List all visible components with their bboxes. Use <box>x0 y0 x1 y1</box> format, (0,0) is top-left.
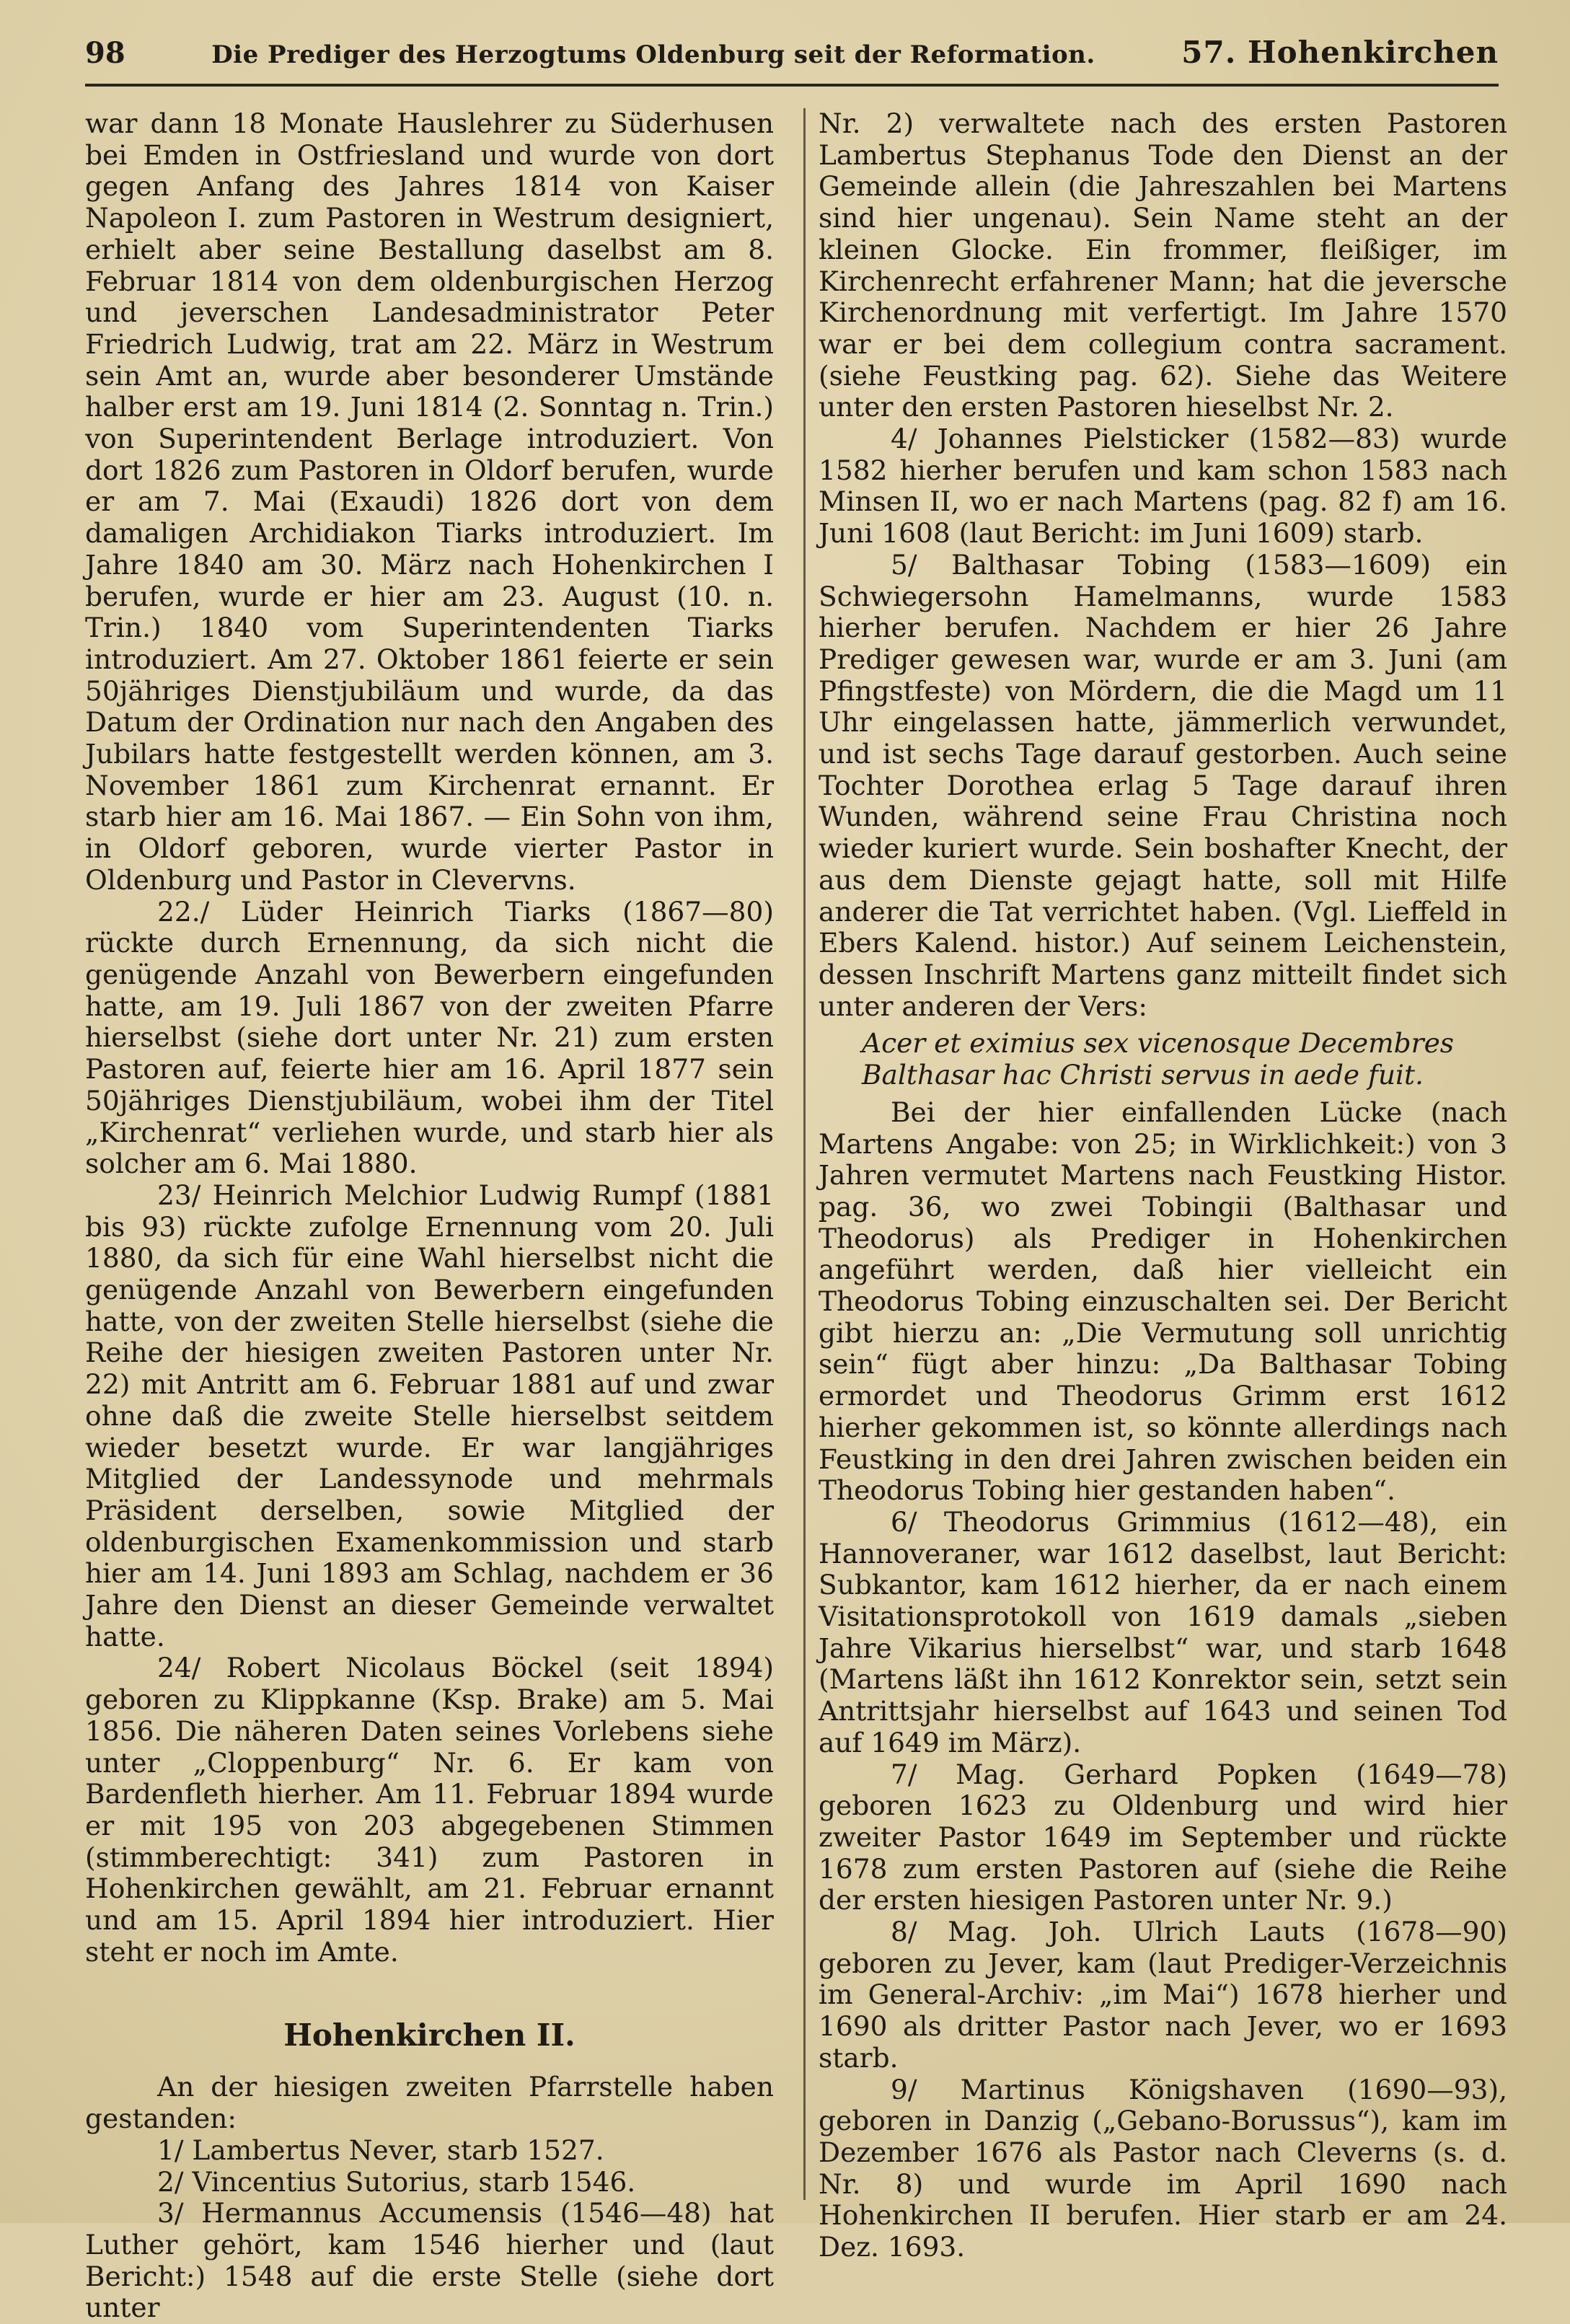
paragraph: war dann 18 Monate Hauslehrer zu Süderhusen bei Emden in Ostfriesland und wurde von dort gegen Anfang des Jahres 1814 von Kaiser Napoleon I. zum Pastoren in Westrum designiert, erhielt aber seine Bestallung daselbst am 8. Februar 1814 von dem oldenburgischen Herzog und jeverschen Landesadministrator Peter Friedrich Ludwig, trat am 22. März in Westrum sein Amt an, wurde aber besonderer Umstände halber erst am 19. Juni 1814 (2. Sonntag n. Trin.) von Superintendent Berlage introduziert. Von dort 1826 zum Pastoren in Oldorf berufen, wurde er am 7. Mai (Exaudi) 1826 dort von dem damaligen Archidiakon Tiarks introduziert. Im Jahre 1840 am 30. März nach Hohenkirchen I berufen, wurde er hier am 23. August (10. n. Trin.) 1840 vom Superintendenten Tiarks introduziert. Am 27. Oktober 1861 feierte er sein 50jähriges Dienstjubiläum und wurde, da das Datum der Ordination nur nach den Angaben des Jubilars hatte festgestellt werden können, am 3. November 1861 zum Kirchenrat ernannt. Er starb hier am 16. Mai 1867. — Ein Sohn von ihm, in Oldorf geboren, wurde vierter Pastor in Oldenburg und Pastor in Clevervns. <box>85 107 774 896</box>
paragraph-entry-23: 23/ Heinrich Melchior Ludwig Rumpf (1881 bis 93) rückte zufolge Ernennung vom 20. Juli 1880, da sich für eine Wahl hierselbst nicht die genügende Anzahl von Bewerbern eingefunden hatte, von der zweiten Stelle hierselbst (siehe die Reihe der hiesigen zweiten Pastoren unter Nr. 22) mit Antritt am 6. Februar 1881 auf und zwar ohne daß die zweite Stelle hierselbst seitdem wieder besetzt wurde. Er war langjähriges Mitglied der Landessynode und mehrmals Präsident derselben, sowie Mitglied der oldenburgischen Examenkommission und starb hier am 14. Juni 1893 am Schlag, nachdem er 36 Jahre den Dienst an dieser Gemeinde verwaltet hatte. <box>85 1179 774 1652</box>
left-column <box>85 108 774 2324</box>
running-title: Die Prediger des Herzogtums Oldenburg seit der Reformation. <box>211 40 1095 69</box>
paragraph-entry-24: 24/ Robert Nicolaus Böckel (seit 1894) geboren zu Klippkanne (Ksp. Brake) am 5. Mai 1856. Die näheren Daten seines Vorlebens siehe unter „Cloppenburg“ Nr. 6. Er kam von Bardenfleth hierher. Am 11. Februar 1894 wurde er mit 195 von 203 abgegebenen Stimmen (stimmberechtigt: 341) zum Pastoren in Hohenkirchen gewählt, am 21. Februar ernannt und am 15. April 1894 hier introduziert. Hier steht er noch im Amte. <box>85 1652 774 1968</box>
latin-verse <box>819 1028 1507 1091</box>
paragraph-entry-4: 4/ Johannes Pielsticker (1582—83) wurde 1582 hierher berufen und kam schon 1583 nach Minsen II, wo er nach Martens (pag. 82 f) am 16. Juni 1608 (laut Bericht: im Juni 1609) starb. <box>819 423 1507 550</box>
paragraph-entry-3: 3/ Hermannus Accumensis (1546—48) hat Luther gehört, kam 1546 hierher und (laut Bericht:) 1548 auf die erste Stelle (siehe dort unter <box>85 2197 774 2324</box>
page-header <box>85 35 1499 78</box>
paragraph-entry-9: 9/ Martinus Königshaven (1690—93), geboren in Danzig („Gebano-Borussus“), kam im Dezember 1676 als Pastor nach Cleverns (s. d. Nr. 8) und wurde im April 1690 nach Hohenkirchen II berufen. Hier starb er am 24. Dez. 1693. <box>819 2073 1507 2263</box>
paragraph-entry-1: 1/ Lambertus Never, starb 1527. <box>157 2134 604 2166</box>
paragraph-continued: Nr. 2) verwaltete nach des ersten Pastoren Lambertus Stephanus Tode den Dienst an der Gemeinde allein (die Jahreszahlen bei Martens sind hier ungenau). Sein Name steht an der kleinen Glocke. Ein frommer, fleißiger, im Kirchenrecht erfahrener Mann; hat die jeversche Kirchenordnung mit verfertigt. Im Jahre 1570 war er bei dem collegium contra sacrament. (siehe Feustking pag. 62). Siehe das Weitere unter den ersten Pastoren hieselbst Nr. 2. <box>819 107 1507 423</box>
paragraph-entry-6: 6/ Theodorus Grimmius (1612—48), ein Hannoveraner, war 1612 daselbst, laut Bericht: Subkantor, kam 1612 hierher, da er nach einem Visitationsprotokoll von 1619 damals „sieben Jahre Vikarius hierselbst“ war, und starb 1648 (Martens läßt ihn 1612 Konrektor sein, setzt sein Antrittsjahr hierselbst auf 1643 und seinen Tod auf 1649 im März). <box>819 1505 1507 1759</box>
right-column <box>819 108 1507 2263</box>
section-heading: 57. Hohenkirchen <box>1181 35 1499 70</box>
paragraph-entry-22: 22./ Lüder Heinrich Tiarks (1867—80) rückte durch Ernennung, da sich nicht die genügende Anzahl von Bewerbern eingefunden hatte, am 19. Juli 1867 von der zweiten Pfarre hierselbst (siehe dort unter Nr. 21) zum ersten Pastoren auf, feierte hier am 16. April 1877 sein 50jähriges Dienstjubiläum, wobei ihm der Titel „Kirchenrat“ verliehen wurde, und starb hier als solcher am 6. Mai 1880. <box>85 895 774 1180</box>
paragraph-entry-7: 7/ Mag. Gerhard Popken (1649—78) geboren 1623 zu Oldenburg und wird hier zweiter Pastor 1649 im September und rückte 1678 zum ersten Pastoren auf (siehe die Reihe der ersten hiesigen Pastoren unter Nr. 9.) <box>819 1758 1507 1916</box>
paragraph-entry-5: 5/ Balthasar Tobing (1583—1609) ein Schwiegersohn Hamelmanns, wurde 1583 hierher berufen. Nachdem er hier 26 Jahre Prediger gewesen war, wurde er am 3. Juni (am Pfingstfeste) von Mördern, die die Magd um 11 Uhr eingelassen hatte, jämmerlich verwundet, und ist sechs Tage darauf gestorben. Auch seine Tochter Dorothea erlag 5 Tage darauf ihren Wunden, während seine Frau Christina noch wieder kuriert wurde. Sein boshafter Knecht, der aus dem Dienste gejagt hatte, soll mit Hilfe anderer die Tat verrichtet haben. (Vgl. Lieffeld in Ebers Kalend. histor.) Auf seinem Leichenstein, dessen Inschrift Martens ganz mitteilt findet sich unter anderen der Vers: <box>819 548 1507 1022</box>
paragraph-entry-8: 8/ Mag. Joh. Ulrich Lauts (1678—90) geboren zu Jever, kam (laut Prediger-Verzeichnis im General-Archiv: „im Mai“) 1678 hierher und 1690 als dritter Pastor nach Jever, wo er 1693 starb. <box>819 1916 1507 2074</box>
paragraph-entry-2: 2/ Vincentius Sutorius, starb 1546. <box>157 2165 636 2198</box>
column-divider <box>803 108 806 2200</box>
section-title: Hohenkirchen II. <box>283 2017 575 2054</box>
verse-line: Balthasar hac Christi servus in aede fuit. <box>862 1059 1424 1091</box>
header-rule <box>85 84 1499 87</box>
paragraph-gap-note: Bei der hier einfallenden Lücke (nach Martens Angabe: von 25; in Wirklichkeit:) von 3 Jahren vermutet Martens nach Feustking Histor. pag. 36, wo zwei Tobingii (Balthasar und Theodorus) als Prediger in Hohenkirchen angeführt werden, daß hier vielleicht ein Theodorus Tobing einzuschalten sei. Der Bericht gibt hierzu an: „Die Vermutung soll unrichtig sein“ fügt aber hinzu: „Da Balthasar Tobing ermordet und Theodorus Grimm erst 1612 hierher gekommen ist, so könnte allerdings nach Feustking in den drei Jahren zwischen beiden ein Theodorus Tobing hier gestanden haben“. <box>819 1096 1507 1507</box>
paragraph-intro: An der hiesigen zweiten Pfarrstelle haben gestanden: <box>85 2071 774 2135</box>
page-number: 98 <box>85 36 125 70</box>
verse-line: Acer et eximius sex vicenosque Decembres <box>862 1027 1455 1060</box>
